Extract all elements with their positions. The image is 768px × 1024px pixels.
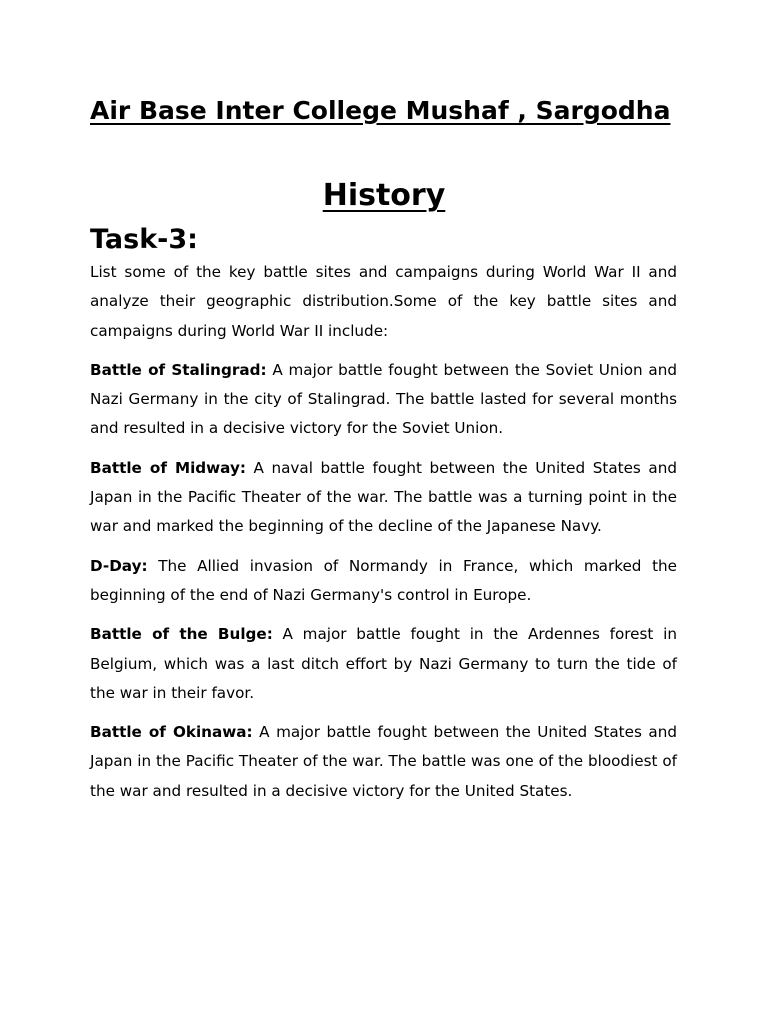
battle-description: A naval battle fought between the United States and Japan in the Pacific Theater of the war. The battle was a turning point in the war and marked the beginning of the decline of the Japanese Navy.	[90, 458, 677, 536]
battle-term: Battle of Midway:	[90, 458, 246, 477]
document-body	[90, 258, 677, 816]
battle-paragraph-d-day	[90, 552, 677, 611]
battle-term: D-Day:	[90, 556, 148, 575]
battle-description: A major battle fought between the United States and Japan in the Pacific Theater of the war. The battle was one of the bloodiest of the war and resulted in a decisive victory for the United States.	[90, 723, 677, 800]
battle-description: The Allied invasion of Normandy in France, which marked the beginning of the end of Nazi Germany's control in Europe.	[90, 556, 677, 604]
battle-term: Battle of Okinawa:	[90, 723, 253, 742]
intro-paragraph: List some of the key battle sites and campaigns during World War II and analyze their geographic distribution.Some of the key battle sites and campaigns during World War II include:	[90, 263, 677, 340]
task-heading: Task-3:	[90, 224, 198, 255]
college-title: Air Base Inter College Mushaf , Sargodha	[90, 96, 671, 125]
subject-title: History	[322, 178, 446, 213]
battle-paragraph-midway	[90, 454, 677, 542]
battle-paragraph-okinawa	[90, 718, 677, 806]
battle-term: Battle of Stalingrad:	[90, 360, 267, 379]
battle-term: Battle of the Bulge:	[90, 625, 273, 644]
battle-paragraph-bulge	[90, 620, 677, 708]
battle-paragraph-stalingrad	[90, 356, 677, 444]
battle-description: A major battle fought between the Soviet Union and Nazi Germany in the city of Stalingrad. The battle lasted for several months and resulted in a decisive victory for the Soviet Union.	[90, 360, 678, 438]
battle-description: A major battle fought in the Ardennes forest in Belgium, which was a last ditch effort by Nazi Germany to turn the tide of the war in their favor.	[90, 625, 677, 702]
